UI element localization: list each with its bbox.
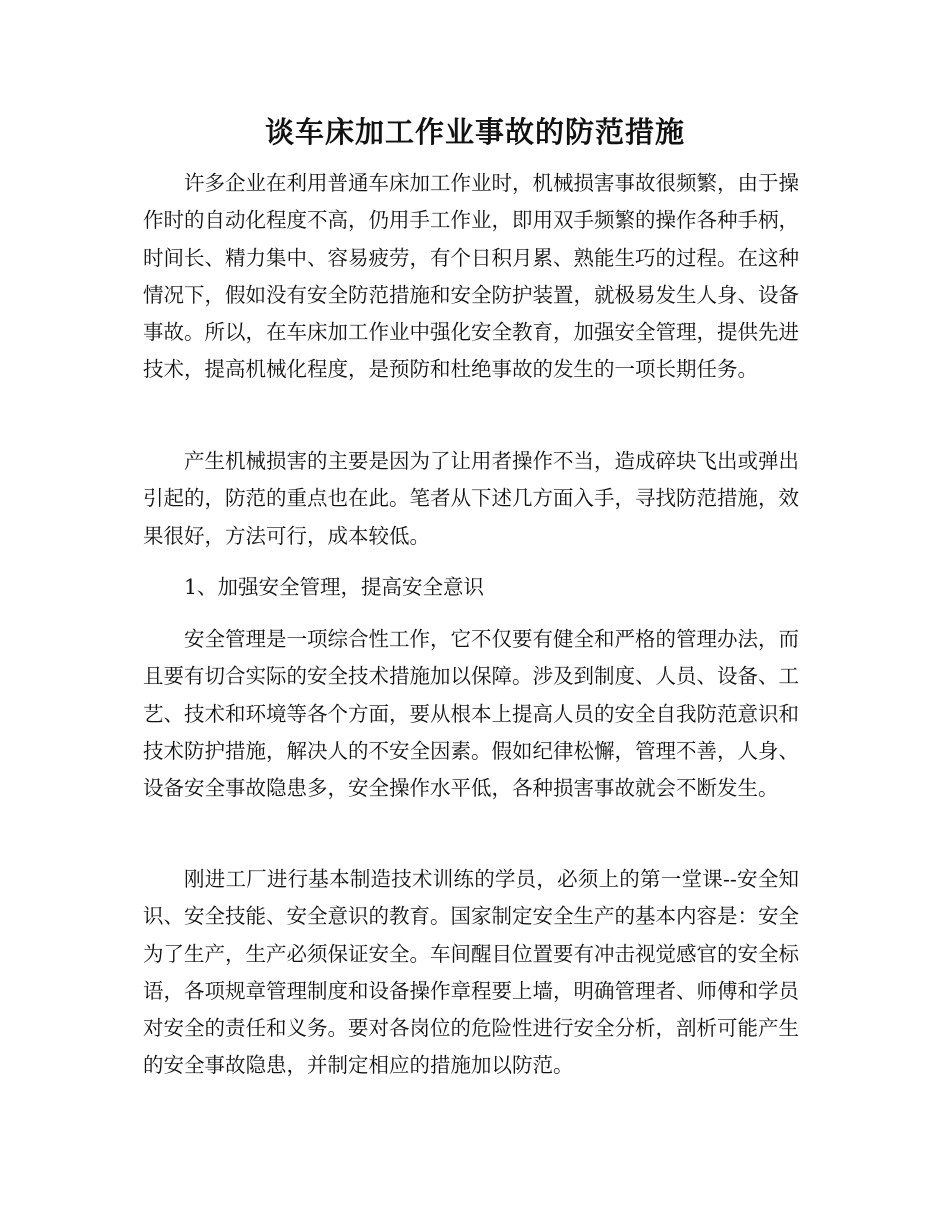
- paragraph-management: 安全管理是一项综合性工作，它不仅要有健全和严格的管理办法，而且要有切合实际的安全技术措施加以保障。涉及到制度、人员、设备、工艺、技术和环境等各个方面，要从根本上提高人员的安全自我防范意识和技术防护措施，解决人的不安全因素。假如纪律松懈，管理不善，人身、设备安全事故隐患多，安全操作水平低，各种损害事故就会不断发生。: [143, 627, 799, 801]
- paragraph-intro: 许多企业在利用普通车床加工作业时，机械损害事故很频繁，由于操作时的自动化程度不高，仍用手工作业，即用双手频繁的操作各种手柄，时间长、精力集中、容易疲劳，有个日积月累、熟能生巧的过程。在这种情况下，假如没有安全防范措施和安全防护装置，就极易发生人身、设备事故。所以，在车床加工作业中强化安全教育，加强安全管理，提供先进技术，提高机械化程度，是预防和杜绝事故的发生的一项长期任务。: [143, 171, 799, 382]
- paragraph-cause: 产生机械损害的主要是因为了让用者操作不当，造成碎块飞出或弹出引起的，防范的重点也在此。笔者从下述几方面入手，寻找防范措施，效果很好，方法可行，成本较低。: [143, 449, 799, 548]
- document-title: 谈车床加工作业事故的防范措施: [264, 115, 685, 149]
- paragraph-training: 刚进工厂进行基本制造技术训练的学员，必须上的第一堂课--安全知识、安全技能、安全意识的教育。国家制定安全生产的基本内容是：安全为了生产，生产必须保证安全。车间醒目位置要有冲击视觉感官的安全标语，各项规章管理制度和设备操作章程要上墙，明确管理者、师傅和学员对安全的责任和义务。要对各岗位的危险性进行安全分析，剖析可能产生的安全事故隐患，并制定相应的措施加以防范。: [143, 867, 799, 1078]
- section-heading-1: 1、加强安全管理，提高安全意识: [184, 575, 485, 599]
